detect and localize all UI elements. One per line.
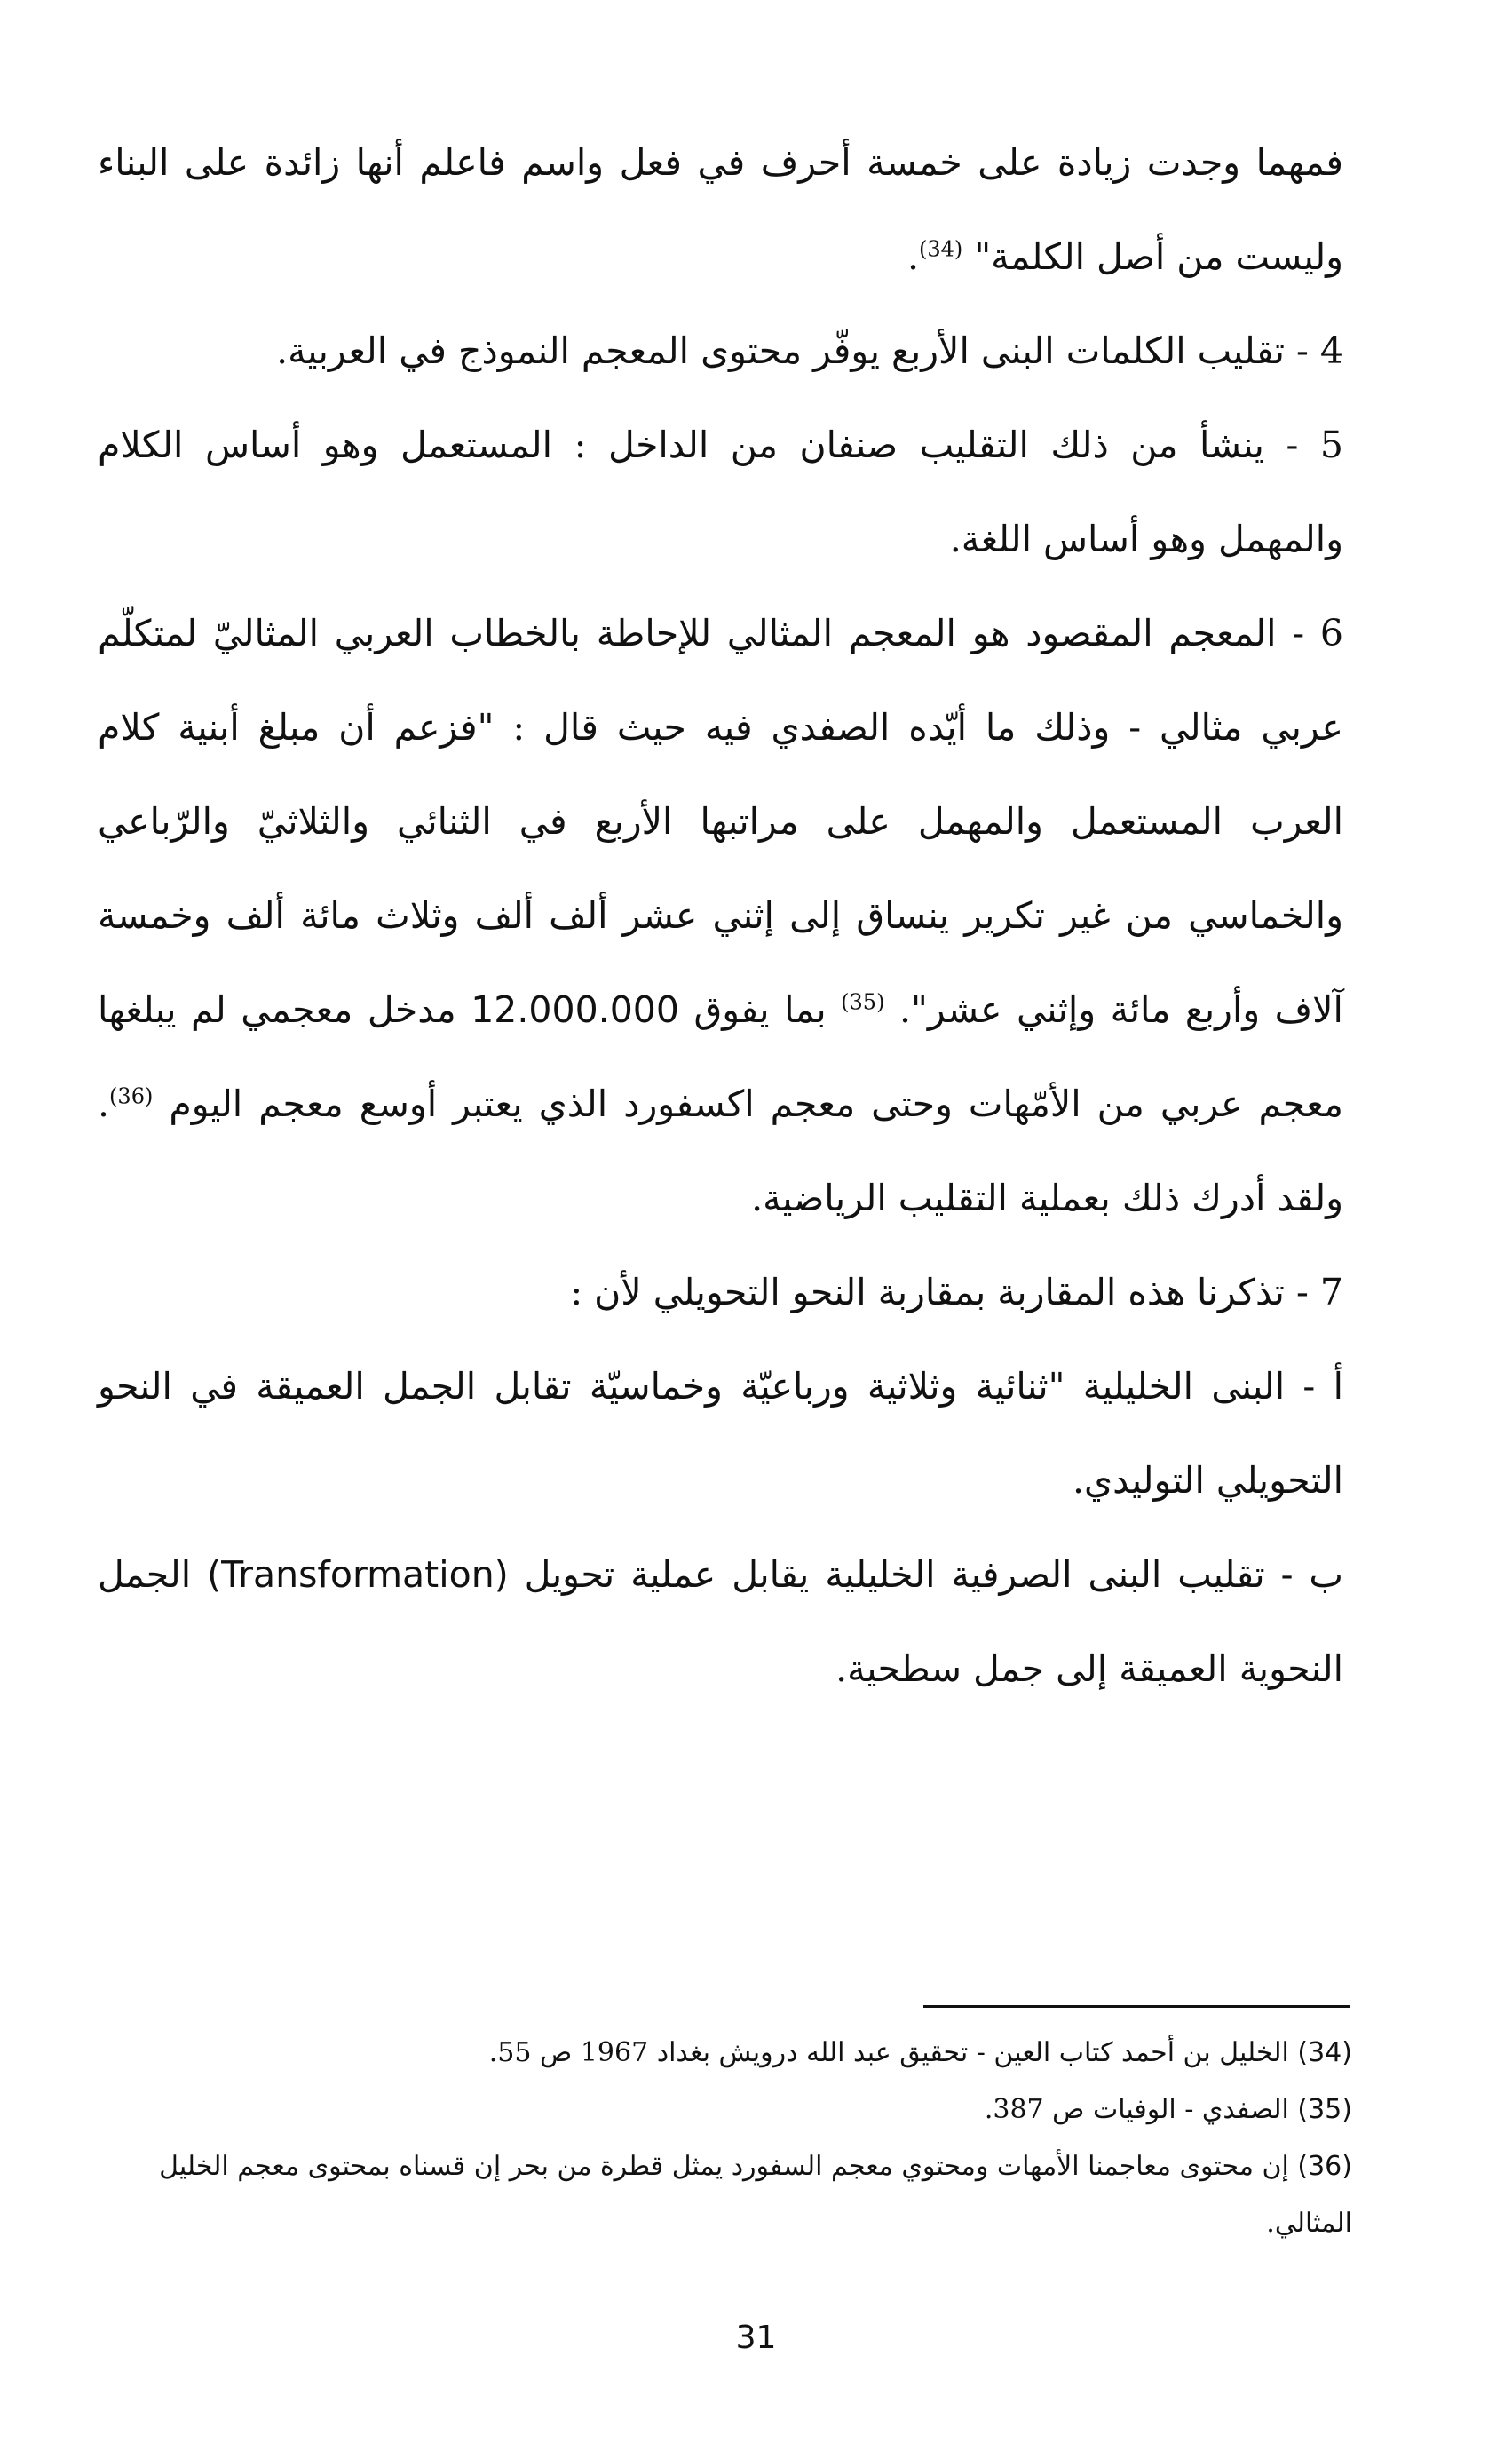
footnote-divider: [923, 2005, 1350, 2008]
paragraph-item-b-end: الجمل النحوية العميقة إلى جمل سطحية.: [98, 1553, 1343, 1690]
footnote-ref-34: (34): [918, 236, 963, 262]
footnote-number: (35): [1297, 2094, 1352, 2125]
page-number: 31: [735, 2320, 777, 2356]
entry-count-number: 12.000.000: [471, 988, 679, 1031]
footnote-34: [98, 2025, 1352, 2082]
paragraph-item-a: أ - البنى الخليلية "ثنائية وثلاثية ورباعيّة وخماسيّة تقابل الجمل العميقة في النحو التحويلي التوليدي.: [98, 1365, 1343, 1502]
footnote-35: [98, 2082, 1352, 2138]
footnote-36: [98, 2138, 1352, 2252]
paragraph-item-6-rest: مدخل معجمي لم يبلغها معجم عربي من الأمّهات وحتى معجم اكسفورد الذي يعتبر أوسع معجم اليوم: [98, 988, 1343, 1125]
paragraph-item-b-text: ب - تقليب البنى الصرفية الخليلية يقابل عملية تحويل: [524, 1553, 1343, 1596]
footnote-ref-36: (36): [109, 1083, 154, 1109]
footnote-text: إن محتوى معاجمنا الأمهات ومحتوي معجم السفورد يمثل قطرة من بحر إن قسناه بمحتوى معجم الخليل المثالي.: [159, 2151, 1352, 2239]
footnote-number: (36): [1297, 2151, 1352, 2182]
paragraph-item-6: [98, 586, 1343, 1245]
footnote-text: الصفدي - الوفيات ص 387.: [984, 2094, 1289, 2125]
transformation-term: (Transformation): [207, 1553, 509, 1596]
footnote-number: (34): [1297, 2037, 1352, 2068]
paragraph-1: [98, 115, 1343, 304]
paragraph-1-end: .: [906, 235, 919, 278]
footnote-ref-35: (35): [841, 989, 885, 1015]
paragraph-1-text: فمهما وجدت زيادة على خمسة أحرف في فعل واسم فاعلم أنها زائدة على البناء وليست من أصل الكلمة": [98, 141, 1343, 278]
paragraph-item-b: [98, 1527, 1343, 1716]
paragraph-item-4: 4 - تقليب الكلمات البنى الأربع يوفّر محتوى المعجم النموذج في العربية.: [276, 329, 1343, 372]
paragraph-item-6-text: 6 - المعجم المقصود هو المعجم المثالي للإحاطة بالخطاب العربي المثاليّ لمتكلّم عربي مثالي - وذلك ما أيّده الصفدي فيه حيث قال : "فزعم أن مبلغ أبنية كلام العرب المستعمل والمهمل على مراتبها الأربع في الثنائي والثلاثيّ والرّباعي والخماسي من غير تكرير ينساق إلى إثني عشر ألف ألف وثلاث مائة ألف وخمسة آلاف وأربع مائة وإثني عشر".: [98, 612, 1343, 1031]
footnotes: [98, 2025, 1352, 2252]
paragraph-item-7: 7 - تذكرنا هذه المقاربة بمقاربة النحو التحويلي لأن :: [570, 1271, 1343, 1313]
footnote-text: الخليل بن أحمد كتاب العين - تحقيق عبد الله درويش بغداد 1967 ص 55.: [488, 2037, 1289, 2068]
paragraph-item-6-mid: بما يفوق: [693, 988, 827, 1031]
paragraph-item-6-end: . ولقد أدرك ذلك بعملية التقليب الرياضية.: [98, 1083, 1343, 1219]
paragraph-item-5: 5 - ينشأ من ذلك التقليب صنفان من الداخل : المستعمل وهو أساس الكلام والمهمل وهو أساس اللغة.: [98, 424, 1343, 560]
